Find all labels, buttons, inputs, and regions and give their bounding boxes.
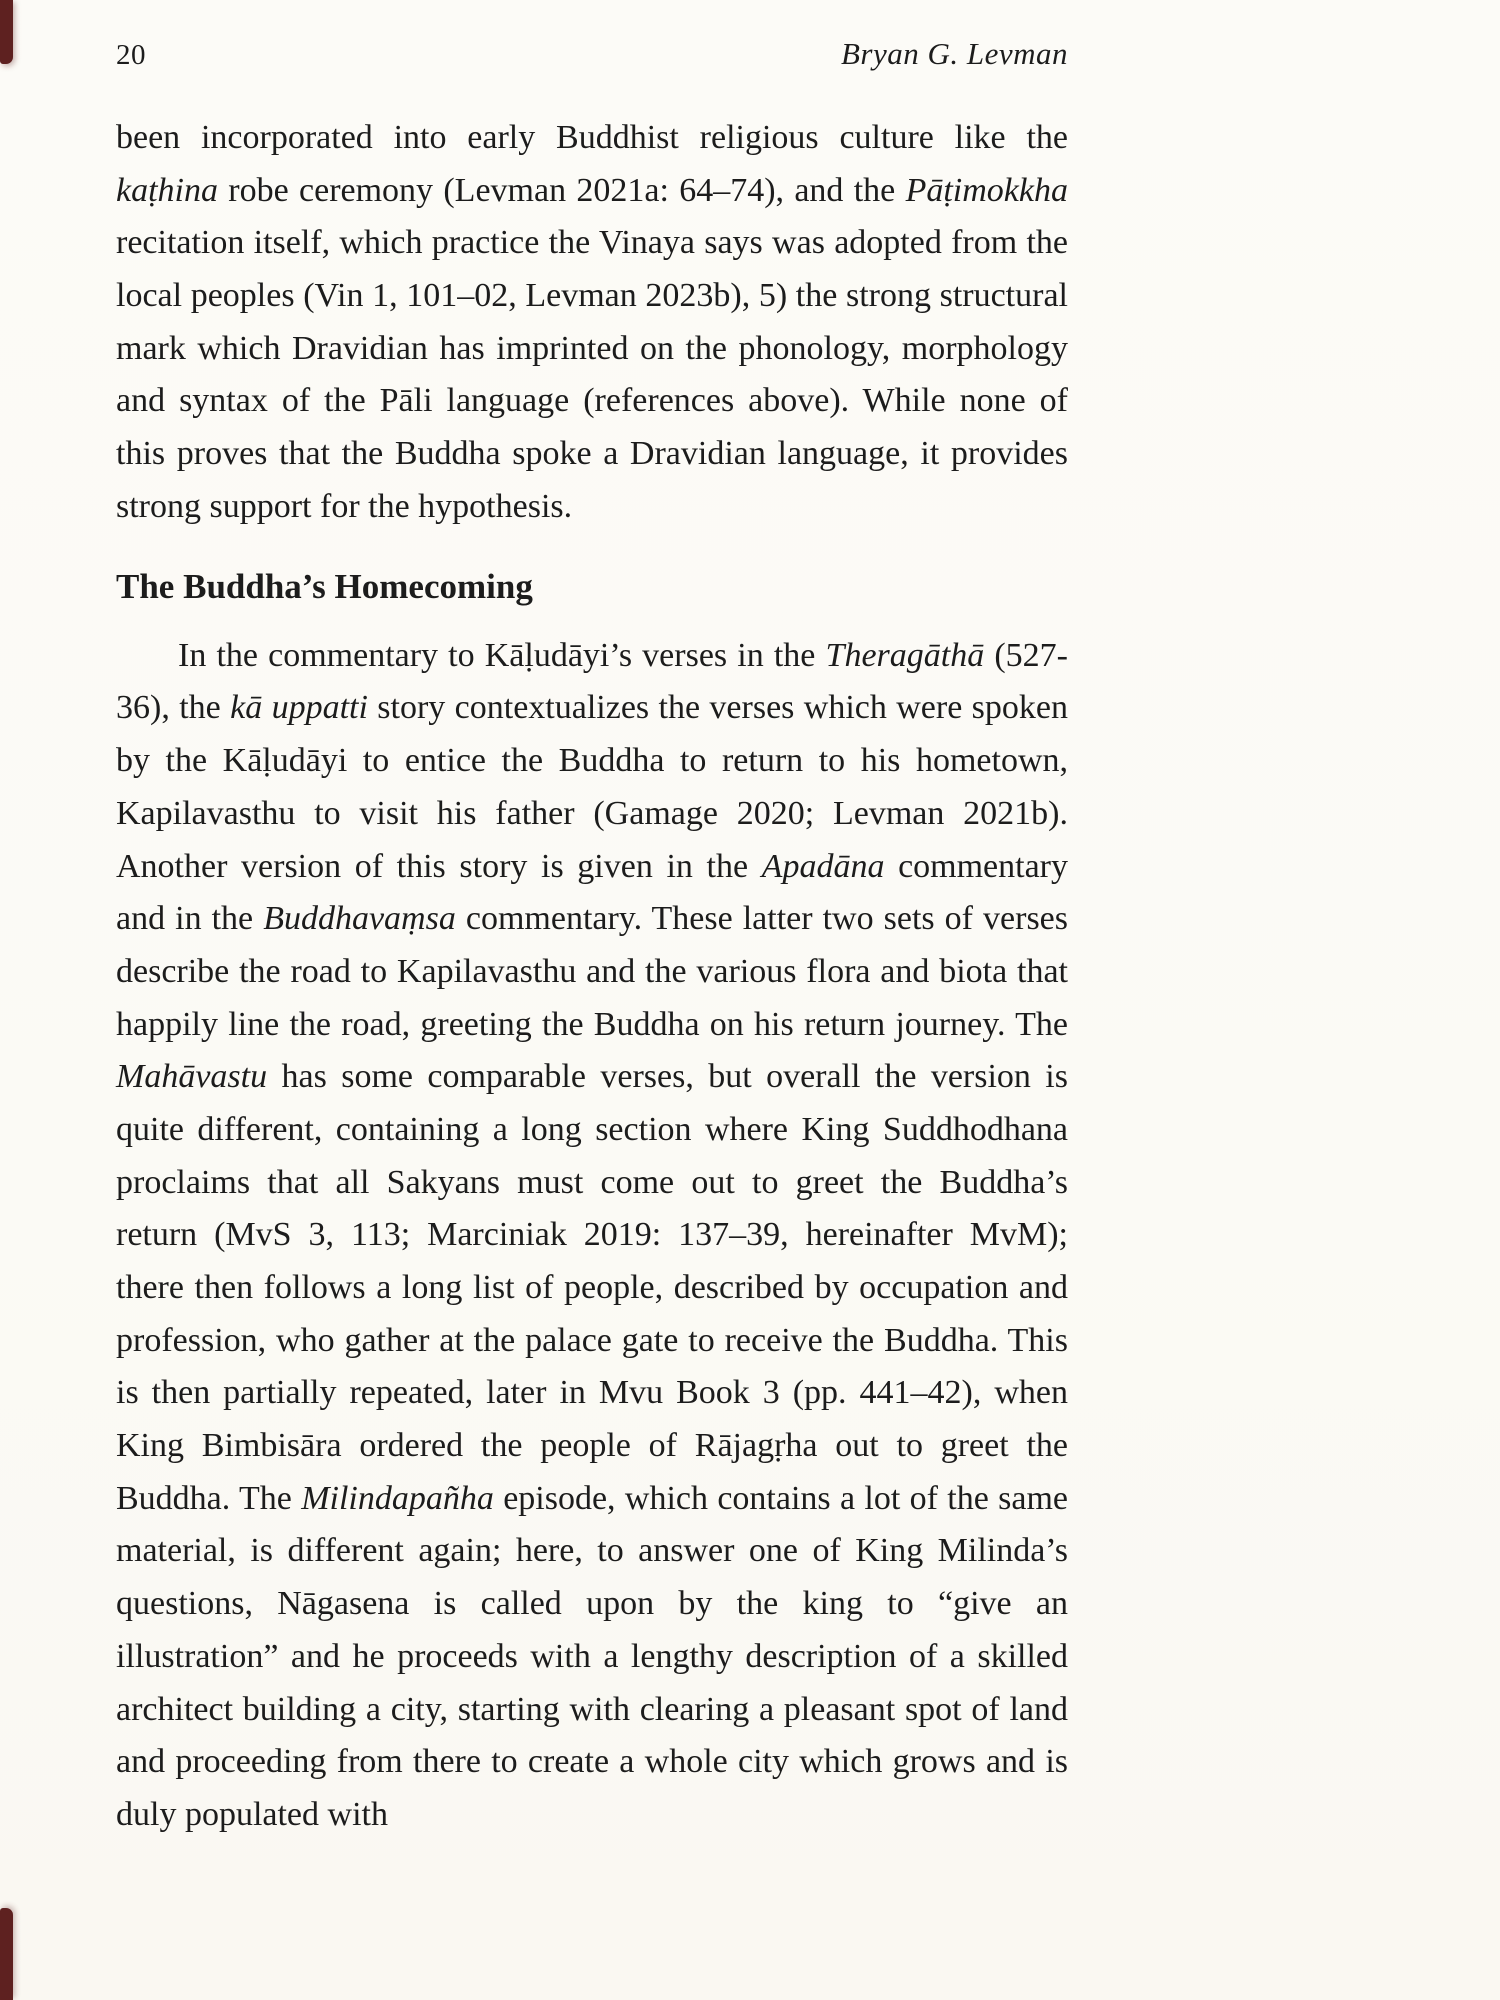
page-header: [116, 36, 1068, 72]
text-segment: robe ceremony (Levman 2021a: 64–74), and the: [217, 171, 906, 209]
text-segment: has some comparable verses, but overall the version is quite different, containing a long section where King Suddhodhana proclaims that all Sakyans must come out to greet the Buddha’s return (MvS 3, 113; Marciniak 2019: 137–39, hereinafter MvM); there then follows a long list of people, described by occupation and profession, who gather at the palace gate to receive the Buddha. This is then partially repeated, later in Mvu Book 3 (pp. 441–42), when King Bimbisāra ordered the people of Rājagṛha out to greet the Buddha. The: [116, 1058, 1068, 1517]
italic-term: Theragāthā: [825, 636, 985, 674]
scan-artifact-bottom-left: [0, 1908, 13, 2000]
italic-term: kā uppatti: [230, 689, 368, 727]
section-heading: The Buddha’s Homecoming: [116, 566, 533, 606]
body-copy: [116, 112, 1068, 1842]
italic-term: Buddhavaṃsa: [263, 900, 456, 938]
italic-term: Apadāna: [761, 847, 885, 885]
italic-term: Mahāvastu: [116, 1058, 268, 1096]
body-paragraph-continued: [116, 112, 1068, 534]
page-number: 20: [116, 39, 146, 71]
text-segment: commentary and in the: [116, 847, 1068, 938]
italic-term: Pāṭimokkha: [905, 171, 1068, 209]
text-segment: In the commentary to Kāḷudāyi’s verses in the: [178, 636, 826, 674]
running-head-author: Bryan G. Levman: [840, 36, 1068, 71]
text-segment: story contextualizes the verses which were spoken by the Kāḷudāyi to entice the Buddha to return to his hometown, Kapilavasthu to visit his father (Gamage 2020; Levman 2021b). Another version of this story is given in the: [116, 689, 1068, 885]
body-paragraph: [116, 630, 1068, 1842]
text-segment: recitation itself, which practice the Vinaya says was adopted from the local peoples (Vin 1, 101–02, Levman 2023b), 5) the strong structural mark which Dravidian has imprinted on the phonology, morphology and syntax of the Pāli language (references above). While none of this proves that the Buddha spoke a Dravidian language, it provides strong support for the hypothesis.: [116, 224, 1068, 525]
text-segment: been incorporated into early Buddhist religious culture like the: [116, 119, 1068, 156]
italic-term: Milindapañha: [301, 1479, 494, 1517]
text-segment: (527-36), the: [116, 636, 1068, 727]
text-segment: commentary. These latter two sets of verses describe the road to Kapilavasthu and the various flora and biota that happily line the road, greeting the Buddha on his return journey. The: [116, 900, 1068, 1043]
scan-artifact-top-left: [0, 0, 13, 64]
text-segment: episode, which contains a lot of the same material, is different again; here, to answer one of King Milinda’s questions, Nāgasena is called upon by the king to “give an illustration” and he proceeds with a lengthy description of a skilled architect building a city, starting with clearing a pleasant spot of land and proceeding from there to create a whole city which grows and is duly populated with: [116, 1479, 1068, 1833]
text-block: [116, 36, 1068, 1842]
italic-term: kaṭhina: [116, 171, 218, 209]
